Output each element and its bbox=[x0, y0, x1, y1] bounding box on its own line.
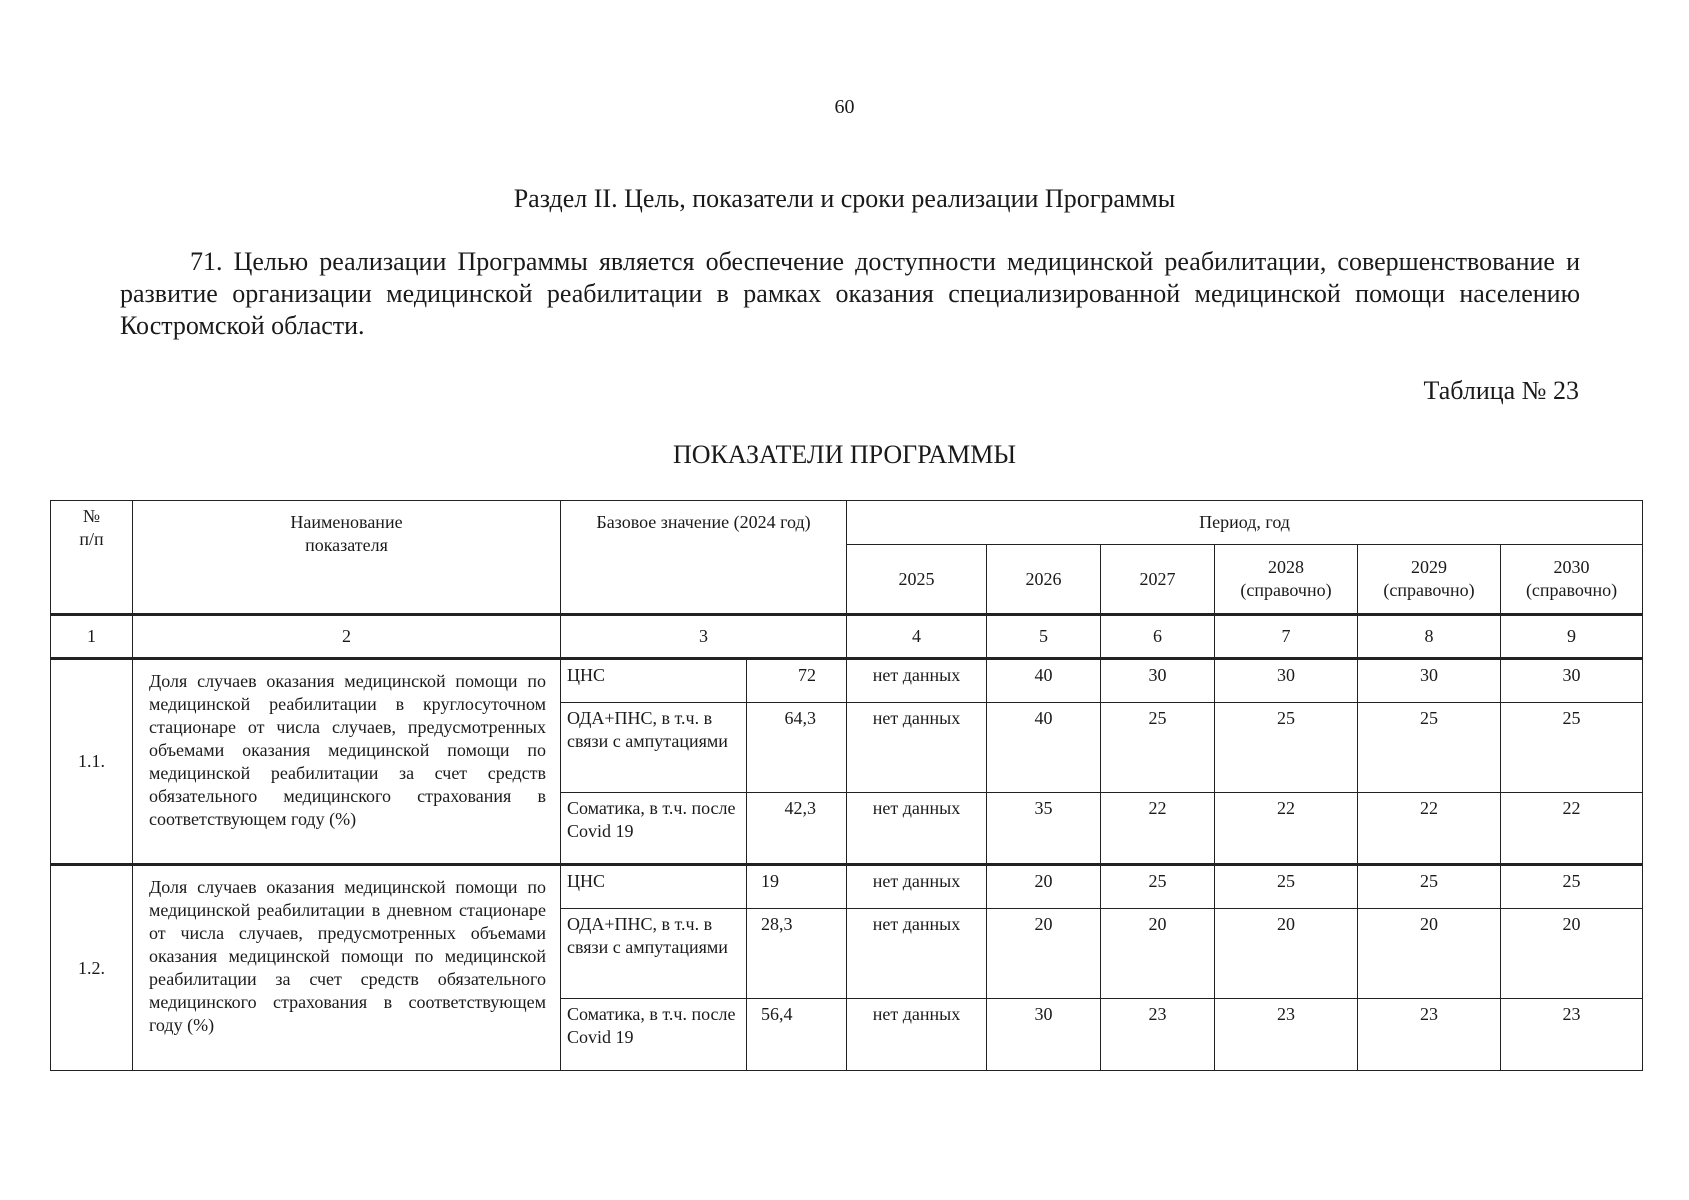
goal-paragraph: 71. Целью реализации Программы является обеспечение доступности медицинской реабилитации, совершенствование и развитие организации медицинской реабилитации в рамках оказания специализированной медицинской помощи населению Костромской области. bbox=[120, 247, 1580, 340]
category-cell: ЦНС bbox=[561, 865, 747, 909]
table-caption: Таблица № 23 bbox=[1423, 376, 1579, 405]
year-value-cell: 22 bbox=[1215, 793, 1358, 865]
table-title: ПОКАЗАТЕЛИ ПРОГРАММЫ bbox=[672, 440, 1017, 469]
year-value-cell: 20 bbox=[1215, 909, 1358, 999]
year-value-cell: 23 bbox=[1501, 999, 1643, 1071]
year-value-cell: 40 bbox=[987, 703, 1101, 793]
year-value-cell: нет данных bbox=[847, 659, 987, 703]
column-number: 5 bbox=[987, 615, 1101, 659]
indicator-name: Доля случаев оказания медицинской помощи по медицинской реабилитации в дневном стационаре от числа случаев, предусмотренных объемами оказания медицинской помощи по медицинской реабилитации за счет средств обязательного медицинского страхования в соответствующем году (%) bbox=[133, 865, 561, 1071]
year-value-cell: 25 bbox=[1101, 703, 1215, 793]
section-title: Раздел II. Цель, показатели и сроки реализации Программы bbox=[513, 184, 1176, 213]
category-cell: Соматика, в т.ч. после Covid 19 bbox=[561, 999, 747, 1071]
base-value-cell: 56,4 bbox=[747, 999, 847, 1071]
header-base: Базовое значение (2024 год) bbox=[561, 501, 847, 615]
year-value-cell: 35 bbox=[987, 793, 1101, 865]
column-number: 7 bbox=[1215, 615, 1358, 659]
year-value-cell: 25 bbox=[1501, 703, 1643, 793]
header-year: 2028 (справочно) bbox=[1215, 545, 1358, 615]
year-value-cell: 23 bbox=[1215, 999, 1358, 1071]
column-number: 4 bbox=[847, 615, 987, 659]
category-cell: ОДА+ПНС, в т.ч. в связи с ампутациями bbox=[561, 703, 747, 793]
year-value-cell: 20 bbox=[1101, 909, 1215, 999]
column-number: 3 bbox=[561, 615, 847, 659]
base-value-cell: 28,3 bbox=[747, 909, 847, 999]
year-value-cell: 23 bbox=[1358, 999, 1501, 1071]
year-value-cell: 25 bbox=[1215, 865, 1358, 909]
year-value-cell: нет данных bbox=[847, 909, 987, 999]
category-cell: ЦНС bbox=[561, 659, 747, 703]
year-value-cell: 30 bbox=[987, 999, 1101, 1071]
indicator-name: Доля случаев оказания медицинской помощи по медицинской реабилитации в круглосуточном стационаре от числа случаев, предусмотренных объемами оказания медицинской помощи по медицинской реабилитации за счет средств обязательного медицинского страхования в соответствующем году (%) bbox=[133, 659, 561, 865]
year-value-cell: 25 bbox=[1358, 865, 1501, 909]
base-value-cell: 64,3 bbox=[747, 703, 847, 793]
header-year: 2029 (справочно) bbox=[1358, 545, 1501, 615]
year-value-cell: 22 bbox=[1501, 793, 1643, 865]
category-cell: Соматика, в т.ч. после Covid 19 bbox=[561, 793, 747, 865]
column-number: 9 bbox=[1501, 615, 1643, 659]
column-number: 6 bbox=[1101, 615, 1215, 659]
year-value-cell: нет данных bbox=[847, 793, 987, 865]
year-value-cell: 30 bbox=[1101, 659, 1215, 703]
year-value-cell: 25 bbox=[1358, 703, 1501, 793]
base-value-cell: 72 bbox=[747, 659, 847, 703]
table-body bbox=[51, 501, 1643, 1071]
page-number: 60 bbox=[834, 96, 855, 118]
row-number: 1.1. bbox=[51, 659, 133, 865]
base-value-cell: 19 bbox=[747, 865, 847, 909]
year-value-cell: 20 bbox=[987, 909, 1101, 999]
category-cell: ОДА+ПНС, в т.ч. в связи с ампутациями bbox=[561, 909, 747, 999]
year-value-cell: 30 bbox=[1501, 659, 1643, 703]
header-period: Период, год bbox=[847, 501, 1643, 545]
year-value-cell: 20 bbox=[1358, 909, 1501, 999]
year-value-cell: 20 bbox=[1501, 909, 1643, 999]
indicators-table bbox=[50, 500, 1643, 1071]
table-row bbox=[51, 659, 1643, 703]
year-value-cell: 22 bbox=[1101, 793, 1215, 865]
header-year: 2027 bbox=[1101, 545, 1215, 615]
column-number: 1 bbox=[51, 615, 133, 659]
row-number: 1.2. bbox=[51, 865, 133, 1071]
year-value-cell: 30 bbox=[1215, 659, 1358, 703]
table-row bbox=[51, 865, 1643, 909]
header-year: 2025 bbox=[847, 545, 987, 615]
year-value-cell: нет данных bbox=[847, 703, 987, 793]
year-value-cell: 25 bbox=[1501, 865, 1643, 909]
header-num: № п/п bbox=[51, 501, 133, 615]
year-value-cell: 22 bbox=[1358, 793, 1501, 865]
year-value-cell: нет данных bbox=[847, 999, 987, 1071]
base-value-cell: 42,3 bbox=[747, 793, 847, 865]
year-value-cell: нет данных bbox=[847, 865, 987, 909]
year-value-cell: 20 bbox=[987, 865, 1101, 909]
column-number: 8 bbox=[1358, 615, 1501, 659]
year-value-cell: 25 bbox=[1101, 865, 1215, 909]
year-value-cell: 23 bbox=[1101, 999, 1215, 1071]
header-year: 2026 bbox=[987, 545, 1101, 615]
year-value-cell: 40 bbox=[987, 659, 1101, 703]
year-value-cell: 30 bbox=[1358, 659, 1501, 703]
year-value-cell: 25 bbox=[1215, 703, 1358, 793]
column-number: 2 bbox=[133, 615, 561, 659]
header-name: Наименование показателя bbox=[133, 501, 561, 615]
header-year: 2030 (справочно) bbox=[1501, 545, 1643, 615]
